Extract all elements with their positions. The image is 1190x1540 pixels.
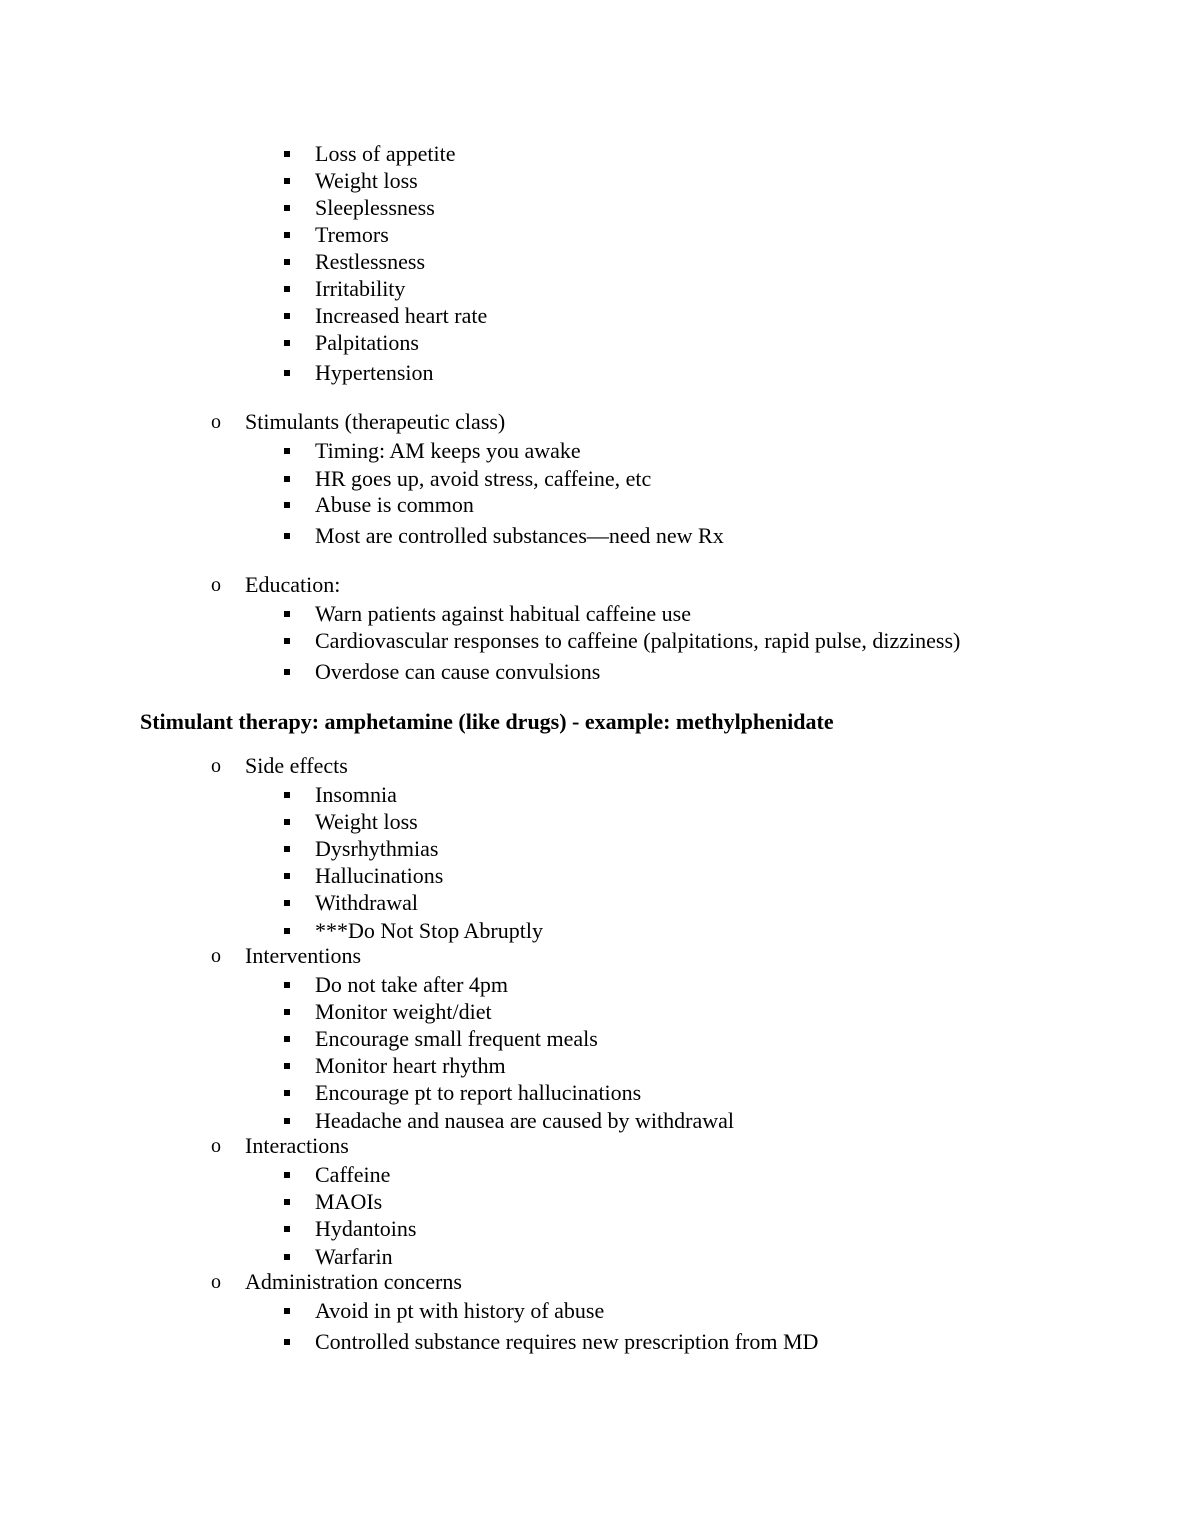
bullet-square [284, 1172, 290, 1178]
list-item: Irritability [315, 276, 406, 301]
bullet-square [284, 873, 290, 879]
bullet-square [284, 1063, 290, 1069]
bullet-square [284, 259, 290, 265]
list-item: Caffeine [315, 1162, 391, 1187]
bullet-square [284, 982, 290, 988]
bullet-circle: o [211, 945, 221, 967]
bullet-square [284, 1118, 290, 1124]
bullet-square [284, 611, 290, 617]
list-item: Encourage pt to report hallucinations [315, 1080, 642, 1105]
bullet-square [284, 232, 290, 238]
bullet-square [284, 928, 290, 934]
bullet-square [284, 1226, 290, 1232]
list-item: Increased heart rate [315, 303, 488, 328]
bullet-square [284, 1009, 290, 1015]
list-item: Restlessness [315, 249, 425, 274]
section-label: Interactions [245, 1133, 349, 1158]
bullet-square [284, 1339, 290, 1345]
bullet-circle: o [211, 1271, 221, 1293]
bullet-square [284, 846, 290, 852]
list-item: Overdose can cause convulsions [315, 659, 601, 684]
bullet-square [284, 900, 290, 906]
bullet-square [284, 792, 290, 798]
list-item: Sleeplessness [315, 195, 435, 220]
bullet-square [284, 502, 290, 508]
bullet-circle: o [211, 574, 221, 596]
bullet-square [284, 1090, 290, 1096]
bullet-square [284, 638, 290, 644]
list-item: ***Do Not Stop Abruptly [315, 918, 543, 943]
list-item: Warfarin [315, 1244, 393, 1269]
list-item: Hydantoins [315, 1216, 417, 1241]
list-item: Monitor heart rhythm [315, 1053, 506, 1078]
bullet-square [284, 340, 290, 346]
list-item: Dysrhythmias [315, 836, 439, 861]
section-label: Stimulants (therapeutic class) [245, 409, 506, 434]
bullet-square [284, 178, 290, 184]
list-item: Encourage small frequent meals [315, 1026, 598, 1051]
list-item: Cardiovascular responses to caffeine (palpitations, rapid pulse, dizziness) [315, 628, 961, 653]
bullet-square [284, 370, 290, 376]
list-item: Controlled substance requires new prescription from MD [315, 1329, 819, 1354]
list-item: Hypertension [315, 360, 434, 385]
section-label: Education: [245, 572, 341, 597]
list-item: MAOIs [315, 1189, 383, 1214]
list-item: Weight loss [315, 809, 418, 834]
section-heading: Stimulant therapy: amphetamine (like drugs) - example: methylphenidate [140, 709, 834, 734]
list-item: Withdrawal [315, 890, 418, 915]
bullet-square [284, 1036, 290, 1042]
list-item: Do not take after 4pm [315, 972, 509, 997]
section-label: Side effects [245, 753, 348, 778]
list-item: Weight loss [315, 168, 418, 193]
bullet-square [284, 286, 290, 292]
bullet-square [284, 476, 290, 482]
bullet-square [284, 1254, 290, 1260]
bullet-square [284, 819, 290, 825]
bullet-square [284, 313, 290, 319]
bullet-square [284, 533, 290, 539]
section-label: Interventions [245, 943, 362, 968]
list-item: Headache and nausea are caused by withdrawal [315, 1108, 735, 1133]
list-item: Most are controlled substances—need new Rx [315, 523, 724, 548]
list-item: Palpitations [315, 330, 419, 355]
list-item: Timing: AM keeps you awake [315, 438, 581, 463]
section-label: Administration concerns [245, 1269, 462, 1294]
bullet-circle: o [211, 411, 221, 433]
list-item: HR goes up, avoid stress, caffeine, etc [315, 466, 652, 491]
list-item: Loss of appetite [315, 141, 456, 166]
bullet-square [284, 669, 290, 675]
bullet-circle: o [211, 755, 221, 777]
bullet-square [284, 1308, 290, 1314]
bullet-circle: o [211, 1135, 221, 1157]
bullet-square [284, 151, 290, 157]
bullet-square [284, 1199, 290, 1205]
list-item: Insomnia [315, 782, 397, 807]
list-item: Abuse is common [315, 492, 474, 517]
list-item: Avoid in pt with history of abuse [315, 1298, 605, 1323]
bullet-square [284, 205, 290, 211]
bullet-square [284, 448, 290, 454]
list-item: Tremors [315, 222, 389, 247]
list-item: Hallucinations [315, 863, 444, 888]
list-item: Warn patients against habitual caffeine use [315, 601, 691, 626]
list-item: Monitor weight/diet [315, 999, 492, 1024]
